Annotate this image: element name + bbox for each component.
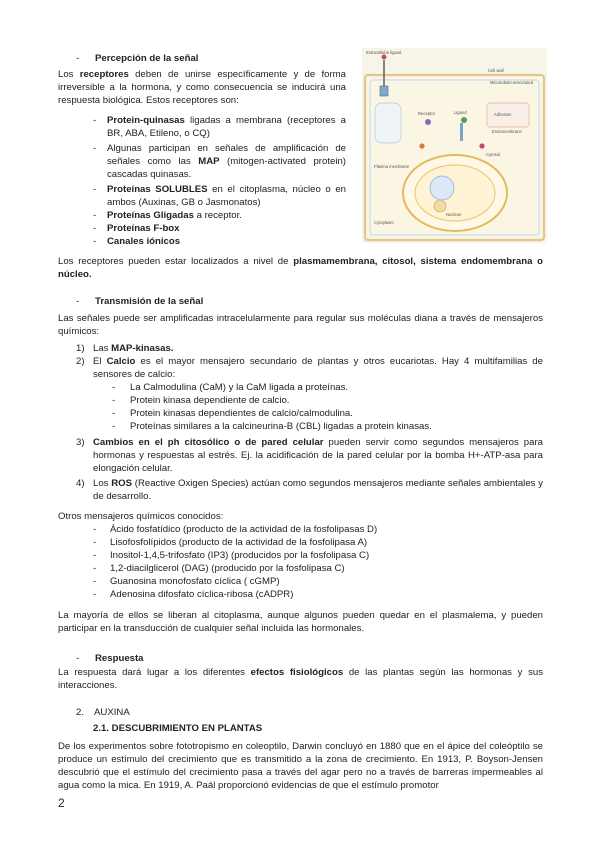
section-title-transmision: Transmisión de la señal — [95, 296, 204, 307]
page-number: 2 — [58, 796, 65, 810]
list-item: Protein kinasas dependientes de calcio/calmodulina. — [130, 408, 353, 419]
section-title-auxina: AUXINA — [94, 707, 130, 718]
transmision-intro: Las señales puede ser amplificadas intracelularmente para regular sus moléculas diana a través de mensajeros químicos: — [58, 313, 543, 337]
section-title-respuesta: Respuesta — [95, 653, 144, 664]
list-item: 1,2-diacilglicerol (DAG) (producido por la fosfolipasa C) — [110, 563, 345, 574]
list-item: Inositol-1,4,5-trifosfato (IP3) (producidos por la fosfolipasa C) — [110, 550, 370, 561]
list-item: Ácido fosfatídico (producto de la actividad de la fosfolipasas D) — [110, 524, 378, 535]
figure-label: Endomembrane — [492, 129, 522, 134]
section-number: 2. — [76, 707, 85, 718]
localizacion-paragraph: Los receptores pueden estar localizados a nivel de plasmamembrana, citosol, sistema endomembrana o núcleo. — [58, 256, 543, 280]
document-page: - Percepción de la señal Los receptores deben de unirse específicamente y de forma irreversible a la hormona, y como consecuencia se inducirá una respuesta biológica. Estos receptores son: - Protein-quinasas ligadas a membrana (receptores a BR, ABA, Etileno, o CQ) - Algunas participan en señales de amplificación de señales como las MAP (mitogen-activated protein) cascadas quinasas. - Proteínas SOLUBLES en el citoplasma, núcleo o en ambos (Auxinas, GB o Jasmonatos) - Proteínas Gligadas a receptor. - Proteínas F-box - Canales iónicos Extracellular ligand Cell wall Plasma membrane Microtubule-associated Adhesion Endomembrane Cytoplasm Receptor Ligand Nucleus Cytosol Los receptores pueden estar localizados a nivel de plasmamembrana, citosol, sistema endomembrana o núcleo. - Transmisión de la señal Las señales puede ser amplificadas intracelularmente para regular sus moléculas diana a través de mensajeros químicos: 1) Las MAP-kinasas. 2) El Calcio es el mayor mensajero secundario de plantas y otros eucariotas. Hay 4 multifamilias de sensores de calcio: - La Calmodulina (CaM) y la CaM ligada a proteínas. - Protein kinasa dependiente de calcio. - Protein kinasas dependientes de calcio/calmodulina. - Proteínas similares a la calcineurina-B (CBL) ligadas a protein kinasas. 3) Cambios en el ph citosólico o de pared celular pueden servir como segundos mensajeros para hormonas y respuestas al estrés. Ej. la acidificación de la pared celular por la bomba H+-ATP-asa para elongación celular. 4) Los ROS (Reactive Oxigen Species) actúan como segundos mensajeros mediante señales ambientales y de desarrollo. Otros mensajeros químicos conocidos: - Ácido fosfatídico (producto de la actividad de la fosfolipasas D) - Lisofosfolípidos (producto de la actividad de la fosfolipasa A) - Inositol-1,4,5-trifosfato (IP3) (producidos por la fosfolipasa C) - 1,2-diacilglicerol (DAG) (producido por la fosfolipasa C) - Guanosina monofosfato cíclica ( cGMP) - Adenosina difosfato cíclica-ribosa (cADPR) La mayoría de ellos se liberan al citoplasma, aunque algunos pueden quedar en el plasmalema, y pueden participar en la transducción de cualquier señal incluida las hormonales. - Respuesta La respuesta dará lugar a los diferentes efectos fisiológicos de las plantas según las hormonas y sus interacciones. 2. AUXINA 2.1. DESCUBRIMIENTO EN PLANTAS De los experimentos sobre fototropismo en coleoptilo, Darwin concluyó en 1880 que en el ápice del coleóptilo se produce un estímulo del crecimiento que es transmitido a la zona de crecimiento. En 1913, P. Boyson-Jensen descubrió que el estímulo del crecimiento pasa a través del agar pero no a través de barreras impermeables al agua como la mica. En 1919, A. Paál proporcionó evidencias de que el estímulo promotor 2 — [0, 0, 600, 848]
subsection-title: 2.1. DESCUBRIMIENTO EN PLANTAS — [93, 723, 263, 734]
list-item: Proteínas F-box — [107, 223, 180, 234]
list-item: Las MAP-kinasas. — [93, 343, 174, 354]
descubrimiento-paragraph: De los experimentos sobre fototropismo en coleoptilo, Darwin concluyó en 1880 que en el ápice del coleóptilo se produce un estímulo del crecimiento que es transmitido a la zona de crecimiento. En 1913, P. Boyson-Jensen descubrió que el estímulo del crecimiento pasa a través del agar pero no a través de barreras impermeables al agua como la mica. En 1919, A. Paál proporcionó evidencias de que el estímulo promotor — [58, 741, 543, 791]
list-item: El Calcio es el mayor mensajero secundario de plantas y otros eucariotas. Hay 4 multifamilias de sensores de calcio: — [93, 356, 543, 380]
receptores-paragraph: Los receptores deben de unirse específicamente y de forma irreversible a la hormona, y como consecuencia se inducirá una respuesta biológica. Estos receptores son: — [58, 69, 346, 106]
list-item: Proteínas similares a la calcineurina-B (CBL) ligadas a protein kinasas. — [130, 421, 432, 432]
list-item: Protein kinasa dependiente de calcio. — [130, 395, 290, 406]
list-item: Algunas participan en señales de amplificación de señales como las MAP (mitogen-activated protein) cascadas quinasas. — [107, 143, 346, 180]
figure-label: Microtubule-associated — [490, 80, 534, 85]
figure-label: Cytosol — [486, 152, 500, 157]
figure-label: Receptor — [418, 111, 435, 116]
figure-label: Ligand — [454, 110, 467, 115]
cell-diagram-svg — [362, 48, 547, 243]
figure-label: Cytoplasm — [374, 220, 394, 225]
list-item: Adenosina difosfato cíclica-ribosa (cADPR) — [110, 589, 294, 600]
otros-title: Otros mensajeros químicos conocidos: — [58, 511, 224, 522]
respuesta-paragraph: La respuesta dará lugar a los diferentes efectos fisiológicos de las plantas según las hormonas y sus interacciones. — [58, 667, 544, 691]
section-dash: - — [76, 53, 80, 64]
list-item: Canales iónicos — [107, 236, 181, 247]
list-item: Lisofosfolípidos (producto de la actividad de la fosfolipasa A) — [110, 537, 368, 548]
cell-signaling-diagram — [362, 48, 547, 243]
list-item: Proteínas Gligadas a receptor. — [107, 210, 242, 221]
list-item: Los ROS (Reactive Oxigen Species) actúan como segundos mensajeros mediante señales ambientales y de desarrollo. — [93, 478, 543, 502]
list-item: Proteínas SOLUBLES en el citoplasma, núcleo o en ambos (Auxinas, GB o Jasmonatos) — [107, 184, 346, 208]
section-title-percepcion: Percepción de la señal — [95, 53, 199, 64]
figure-label: Cell wall — [488, 68, 504, 73]
figure-label: Adhesion — [494, 112, 512, 117]
list-item: Protein-quinasas ligadas a membrana (receptores a BR, ABA, Etileno, o CQ) — [107, 115, 346, 139]
figure-label: Extracellular ligand — [366, 50, 402, 55]
list-item: Cambios en el ph citosólico o de pared celular pueden servir como segundos mensajeros para hormonas y respuestas al estrés. Ej. la acidificación de la pared celular por la bomba H+-ATP-asa para elongación celular. — [93, 437, 543, 474]
list-item: Guanosina monofosfato cíclica ( cGMP) — [110, 576, 280, 587]
list-item: La Calmodulina (CaM) y la CaM ligada a proteínas. — [130, 382, 349, 393]
figure-label: Nucleus — [446, 212, 462, 217]
mayoria-paragraph: La mayoría de ellos se liberan al citoplasma, aunque algunos pueden quedar en el plasmalema, y pueden participar en la transducción de cualquier señal incluida las hormonales. — [58, 610, 543, 634]
figure-label: Plasma membrane — [374, 164, 410, 169]
